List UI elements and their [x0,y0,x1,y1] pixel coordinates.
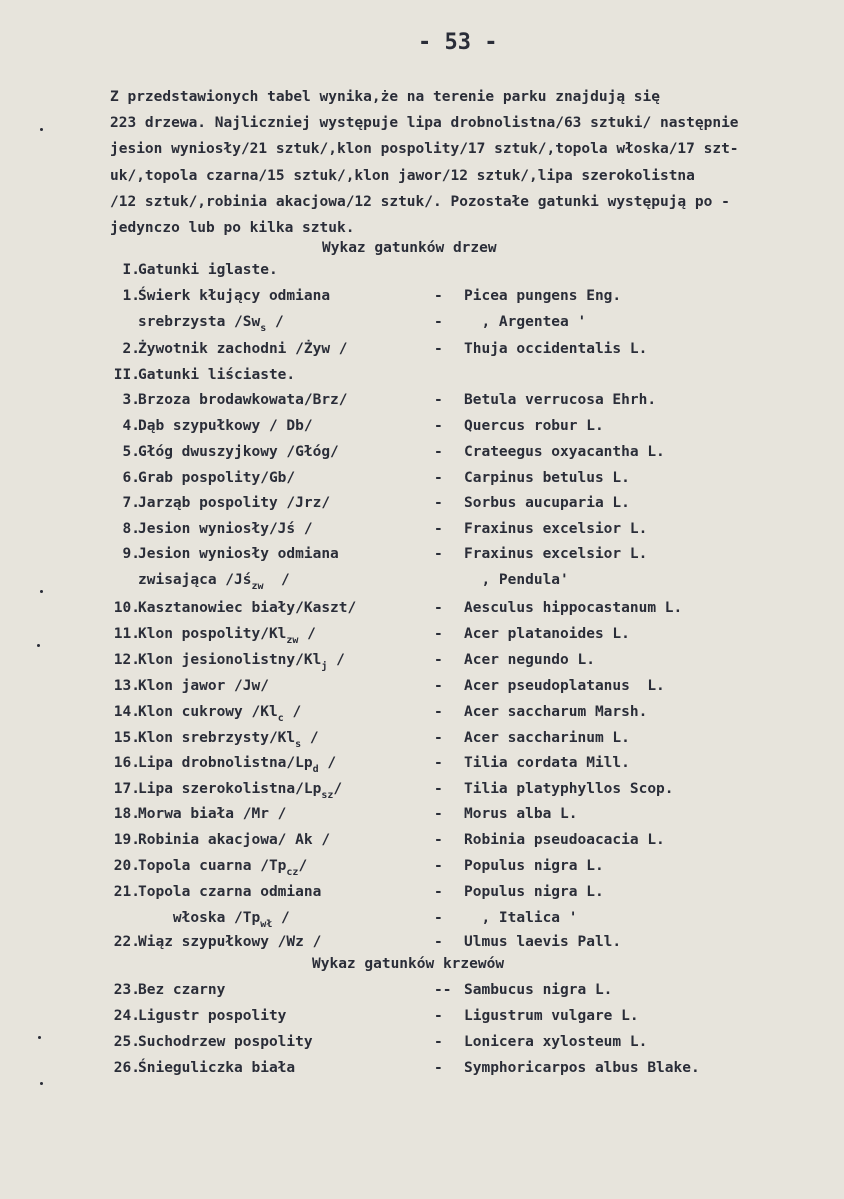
polish-name-tail: / [298,858,308,874]
species-latin-name: Tilia cordata Mill. [464,755,630,771]
species-polish-name [138,730,319,750]
species-number: 12. [113,652,140,668]
intro-line: jesion wyniosły/21 sztuk/,klon pospolity/17 sztuk/,topola włoska/17 szt- [110,141,739,158]
species-row [0,495,844,519]
species-polish-name [138,600,356,616]
species-number: 8. [122,521,140,537]
polish-name-tail: / [272,910,290,926]
species-row [0,444,844,468]
separator-dash: - [434,730,443,746]
species-polish-name [138,884,321,900]
species-row [0,730,844,754]
species-latin-name: Symphoricarpos albus Blake. [464,1060,700,1076]
abbreviation-subscript: j [321,661,328,672]
species-polish-name [138,546,339,562]
polish-name-text: Morwa biała /Mr / [138,806,287,822]
separator-dash: - [434,314,443,330]
polish-name-text: srebrzysta /Sw [138,314,261,330]
species-latin-name: Ligustrum vulgare L. [464,1008,639,1024]
species-latin-name: Populus nigra L. [464,884,604,900]
species-row [0,755,844,779]
species-row [0,314,844,338]
polish-name-text: Śnieguliczka biała [138,1060,296,1076]
polish-name-text: Topola czarna odmiana [138,884,322,900]
species-row [0,832,844,856]
species-latin-name: Picea pungens Eng. [464,288,622,304]
species-polish-name [138,832,330,848]
separator-dash: - [434,392,443,408]
species-latin-name: Acer platanoides L. [464,626,630,642]
species-number: 26. [113,1060,140,1076]
separator-dash: - [434,704,443,720]
separator-dash: - [434,884,443,900]
species-polish-name [138,392,348,408]
separator-dash: - [434,626,443,642]
species-number: 20. [113,858,140,874]
species-row [0,600,844,624]
polish-name-text: Kasztanowiec biały/Kaszt/ [138,600,357,616]
polish-name-tail: / [298,626,316,642]
species-polish-name [138,934,321,950]
polish-name-text: Klon jesionolistny/Kl [138,652,322,668]
species-latin-name: Thuja occidentalis L. [464,341,648,357]
species-polish-name [138,1008,286,1024]
group-label: Gatunki iglaste. [138,262,278,278]
separator-dash: - [434,1008,443,1024]
species-latin-name: Populus nigra L. [464,858,604,874]
species-latin-name: , Italica ' [464,910,578,926]
species-row [0,781,844,805]
species-row [0,341,844,365]
species-polish-name [138,678,269,694]
species-polish-name [138,418,313,434]
species-number: 9. [122,546,140,562]
species-latin-name: Betula verrucosa Ehrh. [464,392,657,408]
polish-name-text: Topola cuarna /Tp [138,858,287,874]
species-latin-name: Acer saccharinum L. [464,730,630,746]
species-polish-name [138,341,348,357]
polish-name-text: Klon srebrzysty/Kl [138,730,296,746]
species-number: 13. [113,678,140,694]
species-latin-name: Ulmus laevis Pall. [464,934,622,950]
species-number: 14. [113,704,140,720]
species-number: 5. [122,444,140,460]
species-polish-name [138,444,339,460]
species-latin-name: Robinia pseudoacacia L. [464,832,665,848]
species-row [0,572,844,596]
group-number: II. [113,367,140,383]
separator-dash: - [434,521,443,537]
species-polish-name [138,755,336,775]
polish-name-tail: / [327,652,345,668]
separator-dash: - [434,495,443,511]
species-latin-name: , Argentea ' [464,314,587,330]
separator-dash: - [434,1060,443,1076]
intro-line: Z przedstawionych tabel wynika,że na terenie parku znajdują się [110,89,660,105]
species-number: 6. [122,470,140,486]
polish-name-text: Robinia akacjowa/ Ak / [138,832,331,848]
species-row [0,858,844,882]
species-row [0,521,844,545]
scan-speck [37,644,40,647]
species-row [0,982,844,1006]
page-number: - 53 - [418,30,498,55]
separator-dash: -- [434,982,452,998]
separator-dash: - [434,444,443,460]
species-latin-name: Carpinus betulus L. [464,470,630,486]
species-row [0,626,844,650]
separator-dash: - [434,288,443,304]
separator-dash: - [434,418,443,434]
abbreviation-subscript: c [277,713,284,724]
polish-name-text: Suchodrzew pospolity [138,1034,313,1050]
polish-name-text: Jesion wyniosły odmiana [138,546,339,562]
species-polish-name [138,704,301,724]
species-latin-name: Sorbus aucuparia L. [464,495,630,511]
group-heading-conifers [0,262,844,286]
polish-name-text: Świerk kłujący odmiana [138,288,331,304]
polish-name-tail: / [318,755,337,771]
species-latin-name: Aesculus hippocastanum L. [464,600,683,616]
species-number: 15. [113,730,140,746]
species-latin-name: Fraxinus excelsior L. [464,521,648,537]
intro-line: /12 sztuk/,robinia akacjowa/12 sztuk/. Pozostałe gatunki występują po - [110,193,730,210]
polish-name-text: Jarząb pospolity /Jrz/ [138,495,331,511]
species-latin-name: Acer negundo L. [464,652,595,668]
separator-dash: - [434,806,443,822]
species-row [0,288,844,312]
abbreviation-subscript: wł [260,919,273,930]
species-row [0,704,844,728]
species-number: 2. [122,341,140,357]
separator-dash: - [434,858,443,874]
species-polish-name [138,652,345,672]
species-polish-name [138,1060,295,1076]
intro-line: uk/,topola czarna/15 sztuk/,klon jawor/12 sztuk/,lipa szerokolistna [110,167,695,184]
polish-name-text: Klon cukrowy /Kl [138,704,278,720]
separator-dash: - [434,678,443,694]
species-polish-name [138,495,330,511]
species-number: 21. [113,884,140,900]
separator-dash: - [434,832,443,848]
abbreviation-subscript: s [260,323,267,334]
polish-name-text: Lipa drobnolistna/Lp [138,755,313,771]
polish-name-text: Lipa szerokolistna/Lp [138,781,322,797]
polish-name-text: Klon pospolity/Kl [138,626,287,642]
abbreviation-subscript: cz [286,867,299,878]
species-polish-name [138,470,295,486]
species-row [0,910,844,934]
group-number: I. [122,262,140,278]
species-row [0,392,844,416]
group-heading-deciduous [0,367,844,391]
species-row [0,1060,844,1084]
polish-name-text: zwisająca /Jś [138,572,252,588]
intro-line: 223 drzewa. Najliczniej występuje lipa drobnolistna/63 sztuki/ następnie [110,115,739,132]
species-row [0,678,844,702]
abbreviation-subscript: zw [286,635,299,646]
species-latin-name: , Pendula' [464,572,569,588]
trees-list-heading: Wykaz gatunków drzew [322,240,497,256]
group-label: Gatunki liściaste. [138,367,296,383]
polish-name-text: Dąb szypułkowy / Db/ [138,418,313,434]
species-row [0,1008,844,1032]
polish-name-text: włoska /Tp [138,910,261,926]
polish-name-text: Bez czarny [138,982,226,998]
scan-speck [38,1036,41,1039]
species-polish-name [138,314,284,334]
species-polish-name [138,1034,313,1050]
polish-name-tail: / [263,572,290,588]
species-number: 10. [113,600,140,616]
species-row [0,806,844,830]
species-number: 4. [122,418,140,434]
separator-dash: - [434,546,443,562]
species-number: 23. [113,982,140,998]
separator-dash: - [434,934,443,950]
species-latin-name: Lonicera xylosteum L. [464,1034,648,1050]
species-polish-name [138,626,316,646]
species-row [0,884,844,908]
species-latin-name: Sambucus nigra L. [464,982,613,998]
species-number: 11. [113,626,140,642]
species-latin-name: Quercus robur L. [464,418,604,434]
species-number: 19. [113,832,140,848]
polish-name-text: Głóg dwuszyjkowy /Głóg/ [138,444,339,460]
separator-dash: - [434,470,443,486]
polish-name-text: Żywotnik zachodni /Żyw / [138,341,348,357]
species-number: 16. [113,755,140,771]
species-number: 7. [122,495,140,511]
species-polish-name [138,858,307,878]
polish-name-text: Grab pospolity/Gb/ [138,470,296,486]
species-row [0,652,844,676]
species-latin-name: Fraxinus excelsior L. [464,546,648,562]
intro-paragraph [110,84,830,241]
species-row [0,1034,844,1058]
polish-name-tail: / [283,704,302,720]
species-number: 24. [113,1008,140,1024]
separator-dash: - [434,341,443,357]
shrubs-list-heading: Wykaz gatunków krzewów [312,956,505,972]
species-polish-name [138,910,290,930]
species-number: 22. [113,934,140,950]
species-latin-name: Acer saccharum Marsh. [464,704,648,720]
species-row [0,418,844,442]
scan-speck [40,1082,43,1085]
species-polish-name [138,781,342,801]
abbreviation-subscript: d [312,764,319,775]
species-row [0,470,844,494]
separator-dash: - [434,755,443,771]
abbreviation-subscript: s [295,739,302,750]
species-number: 3. [122,392,140,408]
polish-name-text: Jesion wyniosły/Jś / [138,521,313,537]
species-latin-name: Crateegus oxyacantha L. [464,444,665,460]
scan-speck [40,590,43,593]
species-polish-name [138,521,313,537]
polish-name-text: Klon jawor /Jw/ [138,678,269,694]
polish-name-text: Wiąz szypułkowy /Wz / [138,934,322,950]
separator-dash: - [434,652,443,668]
polish-name-text: Ligustr pospolity [138,1008,287,1024]
species-polish-name [138,572,290,592]
species-number: 25. [113,1034,140,1050]
separator-dash: - [434,1034,443,1050]
intro-line: jedynczo lub po kilka sztuk. [110,220,355,237]
species-number: 17. [113,781,140,797]
species-polish-name [138,982,225,998]
polish-name-text: Brzoza brodawkowata/Brz/ [138,392,348,408]
species-row [0,934,844,958]
separator-dash: - [434,781,443,797]
species-row [0,546,844,570]
polish-name-tail: / [333,781,343,797]
abbreviation-subscript: zw [251,581,264,592]
polish-name-tail: / [266,314,284,330]
species-number: 18. [113,806,140,822]
species-latin-name: Acer pseudoplatanus L. [464,678,665,694]
species-polish-name [138,288,330,304]
species-latin-name: Tilia platyphyllos Scop. [464,781,674,797]
polish-name-tail: / [301,730,319,746]
scan-speck [40,128,43,131]
separator-dash: - [434,910,443,926]
species-latin-name: Morus alba L. [464,806,578,822]
abbreviation-subscript: sz [321,790,334,801]
separator-dash: - [434,600,443,616]
species-number: 1. [122,288,140,304]
species-polish-name [138,806,286,822]
